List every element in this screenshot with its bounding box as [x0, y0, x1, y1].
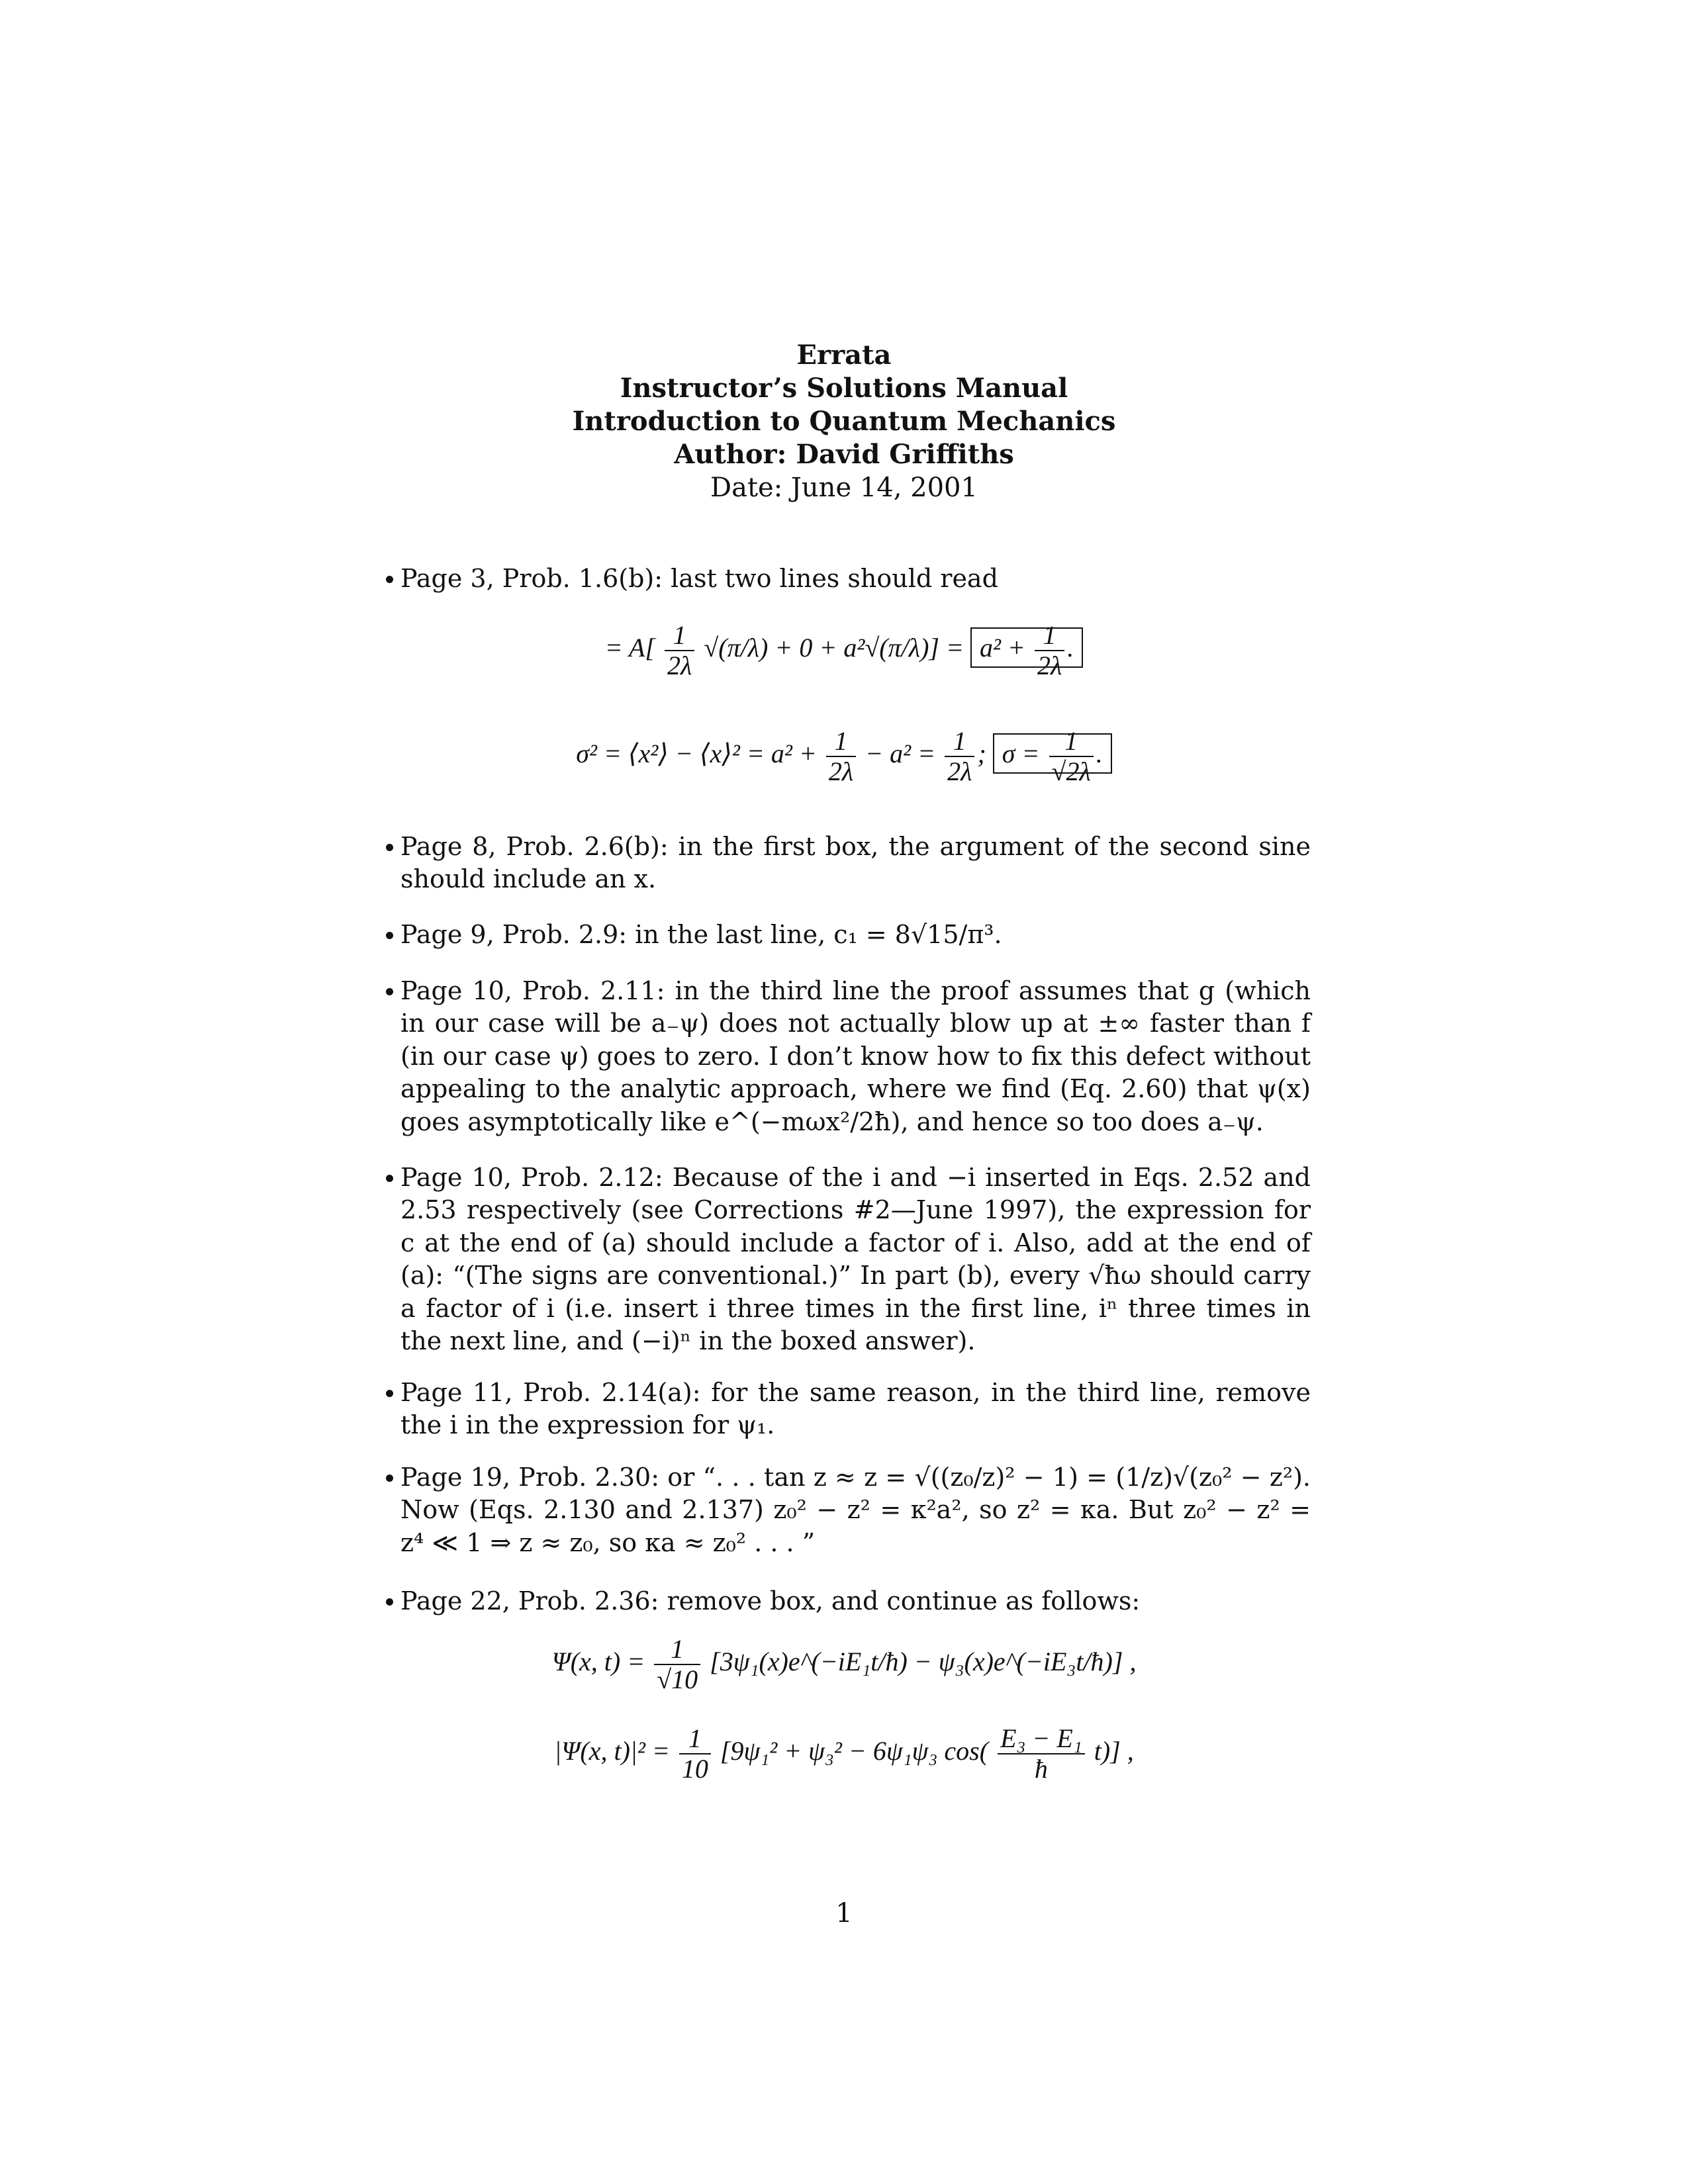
eq3-rhs: [3ψ₁(x)e^(−iE₁t/ħ) − ψ₃(x)e^(−iE₃t/ħ)] ,: [710, 1647, 1137, 1677]
errata-text: Page 10, Prob. 2.11: in the third line the proof assumes that g (which in our case will be a₋ψ) does not actually blow up at ±∞ faster than f (in our case ψ) goes to zero. I don’t know how to fix this defect without appealing to the analytic approach, where we find (Eq. 2.60) that ψ(x) goes asymptotically like e^(−mωx²/2ħ), and hence so too does a₋ψ.: [400, 976, 1311, 1136]
errata-text: Page 8, Prob. 2.6(b): in the first box, the argument of the second sine should include an x.: [400, 832, 1311, 894]
eq1-box-fraction: [1035, 621, 1064, 680]
eq2-frac2-num: 1: [945, 727, 974, 757]
document-header: [0, 339, 1688, 504]
eq2-frac-num: 1: [826, 727, 856, 757]
equation-2: σ² = ⟨x²⟩ − ⟨x⟩² = a² + $\frac{1}{2\lambda}$ − a² = $\frac{1}{2\lambda}$ ; σ = $\frac{1}{√2\lambda}$ .: [0, 727, 1688, 786]
eq4-rhs-part1: [9ψ₁² + ψ₃² − 6ψ₁ψ₃ cos(: [720, 1736, 989, 1766]
bullet: [386, 844, 393, 851]
bullet: [386, 1598, 393, 1606]
errata-item-6: [400, 1377, 1311, 1442]
equation-1: [0, 621, 1688, 680]
bullet: [386, 1175, 393, 1182]
bullet: [386, 1390, 393, 1397]
errata-text: Page 10, Prob. 2.12: Because of the i and −i inserted in Eqs. 2.52 and 2.53 respectively (see Corrections #2—June 1997), the expression for c at the end of (a) should include a factor of i. Also, add at the end of (a): “(The signs are conventional.)” In part (b), every √ħω should carry a factor of i (i.e. insert i three times in the first line, iⁿ three times in the next line, and (−i)ⁿ in the boxed answer).: [400, 1163, 1311, 1355]
errata-item-2: [400, 831, 1311, 896]
equation-4: [0, 1724, 1688, 1784]
eq1-box-term: a² +: [979, 633, 1025, 663]
errata-text: Page 11, Prob. 2.14(a): for the same reason, in the third line, remove the i in the expression for ψ₁.: [400, 1378, 1311, 1440]
eq1-fraction: [665, 621, 694, 680]
eq1-frac-num: 1: [665, 621, 694, 651]
eq1-box-den: 2λ: [1037, 651, 1062, 680]
errata-item-7: [400, 1461, 1311, 1559]
eq1-lhs: = A[: [604, 633, 655, 663]
date-line: Date: June 14, 2001: [710, 473, 978, 503]
eq2-fraction-2: [945, 727, 974, 786]
page-number: 1: [835, 1898, 853, 1929]
eq3-fraction: [654, 1635, 700, 1694]
eq2-box-fraction: [1049, 727, 1094, 786]
errata-text: Page 22, Prob. 2.36: remove box, and continue as follows:: [400, 1586, 1141, 1615]
errata-title: Errata: [796, 340, 892, 371]
eq3-frac-num: 1: [654, 1635, 700, 1665]
eq2-box-den: √2λ: [1051, 756, 1091, 786]
eq2-frac2-den: 2λ: [947, 756, 972, 786]
errata-text: Page 3, Prob. 1.6(b): last two lines should read: [400, 564, 998, 593]
eq1-middle: √(π/λ) + 0 + a²√(π/λ)] =: [704, 633, 964, 663]
errata-item-3: [400, 919, 1311, 951]
eq4-fraction: [679, 1724, 711, 1784]
equation-3: [0, 1635, 1688, 1694]
eq4-frac-den: 10: [681, 1754, 708, 1784]
author-line: Author: David Griffiths: [674, 439, 1014, 470]
errata-item-1: [400, 563, 1311, 595]
eq3-frac-den: √10: [657, 1664, 698, 1694]
errata-text: Page 9, Prob. 2.9: in the last line, c₁ = 8√15/π³.: [400, 920, 1002, 949]
bullet: [386, 576, 393, 583]
eq4-inner-num: E₃ − E₁: [998, 1724, 1085, 1754]
eq4-frac-num: 1: [679, 1724, 711, 1754]
errata-item-8: [400, 1585, 1311, 1617]
errata-item-5: [400, 1161, 1311, 1357]
eq2-box-num: 1: [1049, 727, 1094, 757]
eq4-lhs: |Ψ(x, t)|² =: [554, 1736, 670, 1766]
errata-text: Page 19, Prob. 2.30: or “. . . tan z ≈ z = √((z₀/z)² − 1) = (1/z)√(z₀² − z²). Now (Eqs. 2.130 and 2.137) z₀² − z² = κ²a², so z² = κa. But z₀² − z² = z⁴ ≪ 1 ⇒ z ≈ z₀, so κa ≈ z₀² . . . ”: [400, 1463, 1311, 1557]
eq1-boxed-answer: a² + $\frac{1}{2\lambda}$ .: [970, 627, 1083, 668]
eq4-inner-fraction: [998, 1724, 1085, 1784]
eq3-lhs: Ψ(x, t) =: [551, 1647, 645, 1677]
bullet: [386, 932, 393, 939]
eq4-inner-den: ħ: [1034, 1754, 1048, 1784]
eq4-rhs-part2: t)] ,: [1094, 1736, 1134, 1766]
eq2-box-lhs: σ =: [1002, 739, 1040, 769]
book-title: Introduction to Quantum Mechanics: [572, 406, 1116, 437]
eq2-boxed-answer: σ = $\frac{1}{√2\lambda}$ .: [993, 733, 1112, 774]
bullet: [386, 988, 393, 995]
eq2-fraction: [826, 727, 856, 786]
eq1-box-num: 1: [1035, 621, 1064, 651]
manual-title: Instructor’s Solutions Manual: [620, 373, 1068, 404]
eq2-middle: − a² =: [865, 739, 936, 769]
errata-item-4: [400, 975, 1311, 1138]
bullet: [386, 1475, 393, 1482]
eq2-lhs: σ² = ⟨x²⟩ − ⟨x⟩² = a² +: [576, 739, 817, 769]
eq2-frac-den: 2λ: [828, 756, 854, 786]
eq1-frac-den: 2λ: [667, 651, 692, 680]
